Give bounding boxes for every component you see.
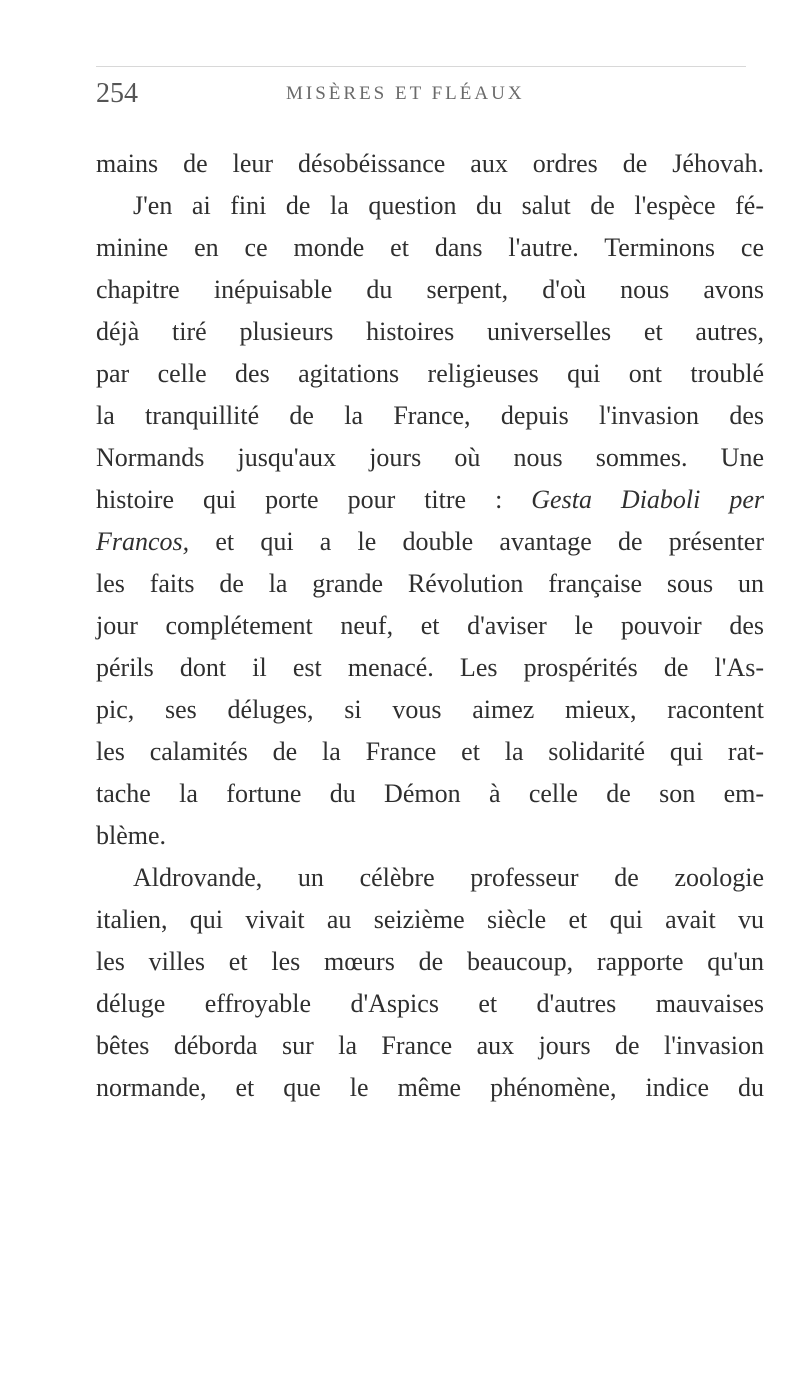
text-line: par celle des agitations religieuses qui ont troublé (96, 359, 764, 388)
page-header (96, 78, 756, 112)
text-line: italien, qui vivait au seizième siècle et qui avait vu (96, 905, 764, 934)
page-number: 254 (96, 78, 138, 109)
text-line: pic, ses déluges, si vous aimez mieux, racontent (96, 695, 764, 724)
text-line: jour complétement neuf, et d'aviser le pouvoir des (96, 611, 764, 640)
text-fragment: histoire qui porte pour titre : (96, 485, 503, 514)
text-fragment: et qui a le double avantage de présenter (215, 527, 764, 556)
text-line: Aldrovande, un célèbre professeur de zoologie (133, 863, 764, 892)
text-line: les calamités de la France et la solidarité qui rat- (96, 737, 764, 766)
text-line: la tranquillité de la France, depuis l'invasion des (96, 401, 764, 430)
text-line: normande, et que le même phénomène, indice du (96, 1073, 764, 1102)
text-line: les villes et les mœurs de beaucoup, rapporte qu'un (96, 947, 764, 976)
text-line: minine en ce monde et dans l'autre. Terminons ce (96, 233, 764, 262)
text-line: blème. (96, 821, 167, 850)
text-line: les faits de la grande Révolution française sous un (96, 569, 764, 598)
text-line-with-title (96, 525, 764, 559)
text-line: bêtes déborda sur la France aux jours de l'invasion (96, 1031, 764, 1060)
text-line: tache la fortune du Démon à celle de son em- (96, 779, 764, 808)
book-title-italic: Gesta Diaboli per (531, 485, 765, 514)
text-line: périls dont il est menacé. Les prospérités de l'As- (96, 653, 764, 682)
text-line: Normands jusqu'aux jours où nous sommes. Une (96, 443, 764, 472)
text-line: mains de leur désobéissance aux ordres de Jéhovah. (96, 149, 764, 178)
text-line: déluge effroyable d'Aspics et d'autres mauvaises (96, 989, 764, 1018)
text-line: déjà tiré plusieurs histoires universelles et autres, (96, 317, 764, 346)
running-title: MISÈRES ET FLÉAUX (286, 83, 525, 104)
header-rule (96, 66, 746, 67)
text-line-with-title (96, 483, 764, 517)
text-line: J'en ai fini de la question du salut de l'espèce fé- (133, 191, 764, 220)
book-title-italic: Francos, (96, 527, 190, 556)
text-line: chapitre inépuisable du serpent, d'où nous avons (96, 275, 764, 304)
